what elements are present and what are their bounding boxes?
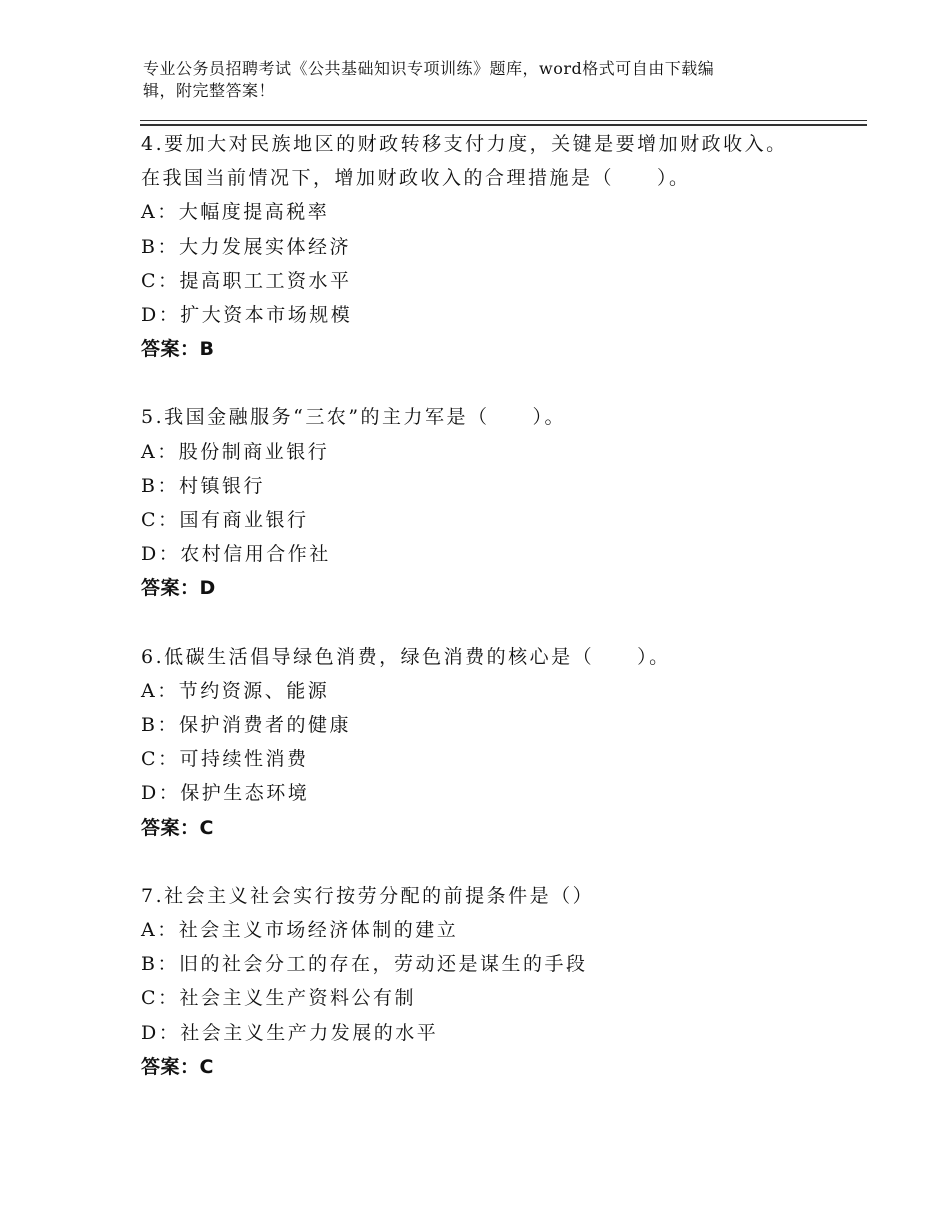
header-rule-thick <box>140 124 867 126</box>
option-b: B：旧的社会分工的存在，劳动还是谋生的手段 <box>141 953 588 976</box>
option-d: D：扩大资本市场规模 <box>141 304 353 327</box>
question-stem-line: 6.低碳生活倡导绿色消费，绿色消费的核心是（ ）。 <box>141 645 671 668</box>
question-4 <box>141 127 861 366</box>
answer-line: 答案：C <box>141 1055 214 1078</box>
option-b: B：大力发展实体经济 <box>141 235 351 258</box>
question-stem-line: 7.社会主义社会实行按劳分配的前提条件是（） <box>141 884 595 907</box>
option-c: C：社会主义生产资料公有制 <box>141 987 417 1010</box>
option-b: B：保护消费者的健康 <box>141 714 351 737</box>
option-d: D：保护生态环境 <box>141 782 310 805</box>
option-c: C：可持续性消费 <box>141 748 309 771</box>
option-d: D：农村信用合作社 <box>141 543 331 566</box>
question-stem-line: 5.我国金融服务“三农”的主力军是（ ）。 <box>141 406 567 429</box>
option-c: C：提高职工工资水平 <box>141 269 352 292</box>
question-stem-line: 4.要加大对民族地区的财政转移支付力度，关键是要增加财政收入。 <box>141 133 788 155</box>
question-7 <box>141 879 861 1084</box>
option-b: B：村镇银行 <box>141 474 265 497</box>
header-line-2: 辑，附完整答案！ <box>143 81 276 100</box>
option-a: A：大幅度提高税率 <box>141 201 330 224</box>
question-list <box>141 127 861 1118</box>
option-a: A：节约资源、能源 <box>141 679 330 702</box>
answer-line: 答案：C <box>141 816 214 839</box>
option-a: A：股份制商业银行 <box>141 440 330 463</box>
header-rule-thin <box>140 120 867 121</box>
document-header <box>143 58 803 102</box>
question-5 <box>141 400 861 605</box>
answer-line: 答案：B <box>141 338 215 361</box>
answer-line: 答案：D <box>141 577 216 600</box>
option-c: C：国有商业银行 <box>141 509 309 532</box>
option-a: A：社会主义市场经济体制的建立 <box>141 919 459 942</box>
option-d: D：社会主义生产力发展的水平 <box>141 1021 439 1044</box>
question-6 <box>141 640 861 845</box>
header-line-1: 专业公务员招聘考试《公共基础知识专项训练》题库，word格式可自由下载编 <box>143 59 715 78</box>
question-stem-line: 在我国当前情况下，增加财政收入的合理措施是（ ）。 <box>141 167 691 190</box>
